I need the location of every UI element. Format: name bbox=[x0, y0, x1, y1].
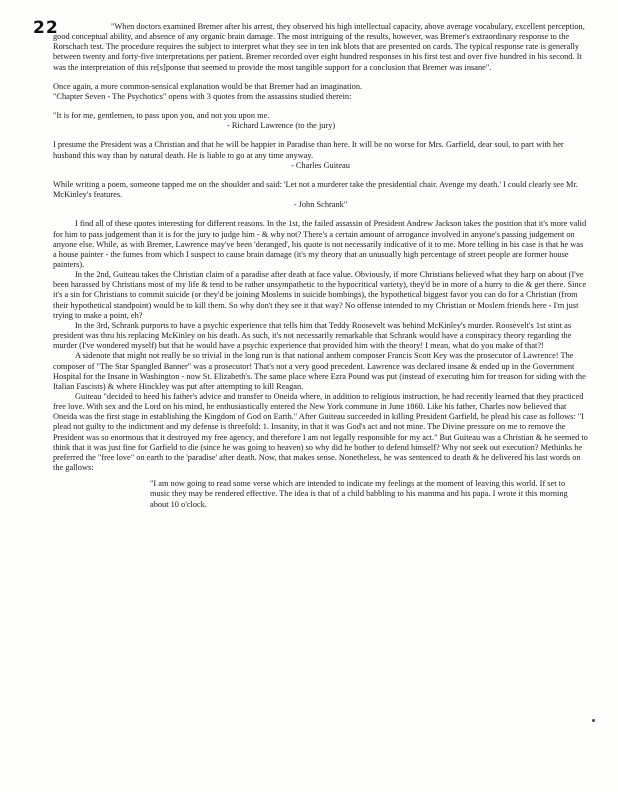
paragraph-explanation: Once again, a more common-sensical explanation would be that Bremer had an imagination. bbox=[53, 81, 363, 91]
quote-lawrence-attribution: - Richard Lawrence (to the jury) bbox=[227, 121, 336, 131]
paragraph-sidenote: A sidenote that might not really be so trivial in the long run is that national anthem composer Francis Scott Key was the prosecutor of Lawrence! The composer of "The Star Spangled Banner" was a prosecutor! That's not a very good precedent. Lawrence was declared insane & ended up in the Government Hospital for the Insane in Washington - now St. Elizabeth's. The same place where Ezra Pound was put (instead of executing him for treason for siding with the Italian Fascists) & where Hinckley was put after attempting to kill Reagan. bbox=[53, 351, 586, 391]
paragraph-first-quote: I find all of these quotes interesting for different reasons. In the 1st, the failed assassin of President Andrew Jackson takes the position that it's more valid for him to pass judgement than it is for the jury to judge him - & why not? There's a certain amount of arrogance involved in anyone's passing judgement on anyone else. While, as with Bremer, Lawrence may've been 'deranged', his quote is not necessarily indicative of it to me. More telling in his case is that he was a house painter - the fumes from which I suspect to cause brain damage (it's my theory that an unusually high percentage of street people are former house painters). bbox=[53, 219, 587, 269]
quote-schrank: While writing a poem, someone tapped me on the shoulder and said: 'Let not a murderer take the presidential chair. Avenge my death.' I could clearly see Mr. McKinley's features. bbox=[53, 179, 578, 200]
paragraph-bremer-quote: "When doctors examined Bremer after his arrest, they observed his high intellectual capacity, above average vocabulary, excellent perception, good conceptual ability, and absence of any organic brain damage. The most intriguing of the results, however, was Bremer's extraordinary response to the Rorschach test. The procedure requires the subject to interpret what they see in ten ink blots that are presented on cards. The typical response rate is generally between twenty and forty-five interpretations per patient. Bremer recorded over eight hundred responses in his first test and over five hundred in his second. It was the interpretation of this re[s]ponse that seemed to provide the most tangible support for a conclusion that Bremer was insane". bbox=[53, 22, 585, 72]
quote-guiteau: I presume the President was a Christian and that he will be happier in Paradise than here. It will be no worse for Mrs. Garfield, dear soul, to part with her husband this way than by natural death. He is liable to go at any time anyway. bbox=[53, 140, 564, 160]
paragraph-guiteau: Guiteau "decided to heed his father's advice and transfer to Oneida where, in addition to religious instruction, he had recently learned that they practiced free love. With sex and the Lord on his mind, he enthusiastically entered the New York commune in June 1860. Like his father, Charles now believed that Oneida was the first stage in establishing the Kingdom of God on Earth." After Guiteau succeeded in killing President Garfield, he plead his case as follows: "I plead not guilty to the indictment and my defense is threefold: 1. Insanity, in that it was God's act and not mine. The Divine pressure on me to remove the President was so enormous that it destroyed my free agency, and therefore I am not legally responsible for my act." But Guiteau was a Christian & he seemed to think that it was just fine for Garfield to die (since he was going to heaven) so why did he bother to defend himself? Why not seek out execution? Methinks he preferred the "free love" on earth to the 'paradise' after death. Now, that makes sense. Nonetheless, he was sentenced to death & he delivered his last words on the gallows: bbox=[53, 392, 588, 473]
body-text bbox=[53, 22, 588, 510]
paragraph-third-quote: In the 3rd, Schrank purports to have a psychic experience that tells him that Teddy Roosevelt was behind McKinley's murder. Roosevelt's 1st stint as president was thru his replacing McKinley on his death. As such, it's not necessarily remarkable that Schrank would have a conspiracy theory regarding the murder (I've wondered myself) but that he would have a psychic experience that provided him with the theory! I mean, what do you make of that?! bbox=[53, 320, 572, 351]
quote-last-words: "I am now going to read some verse which are intended to indicate my feelings at the moment of leaving this world. If set to music they may be rendered effective. The idea is that of a child babbling to his mamma and his papa. I wrote it this morning about 10 o'clock. bbox=[150, 479, 568, 509]
paragraph-chapter-intro: "Chapter Seven - The Psychotics" opens with 3 quotes from the assassins studied therein: bbox=[53, 91, 352, 101]
page-number: 22 bbox=[33, 18, 59, 38]
quote-lawrence: "It is for me, gentlemen, to pass upon you, and not you upon me. bbox=[53, 111, 270, 121]
paragraph-second-quote: In the 2nd, Guiteau takes the Christian claim of a paradise after death at face value. Obviously, if more Christians believed what they harp on about (I've been harassed by Christians most of my life & tend to be rather unsympathetic to the hypocritical variety), they'd be in more of a hurry to die & get there. Since it's a sin for Christians to commit suicide (or they'd be joining Moslems in suicide bombings), the hypothetical biggest favor you can do for a Christian (from their hypothetical standpoint) would be to kill them. So why don't they see it that way? No offense intended to my Christian or Moslem friends here - I'm just trying to make a point, eh? bbox=[53, 270, 587, 320]
scan-speck bbox=[592, 719, 595, 722]
quote-schrank-attribution: - John Schrank" bbox=[293, 200, 348, 210]
quote-guiteau-attribution: - Charles Guiteau bbox=[291, 160, 350, 170]
